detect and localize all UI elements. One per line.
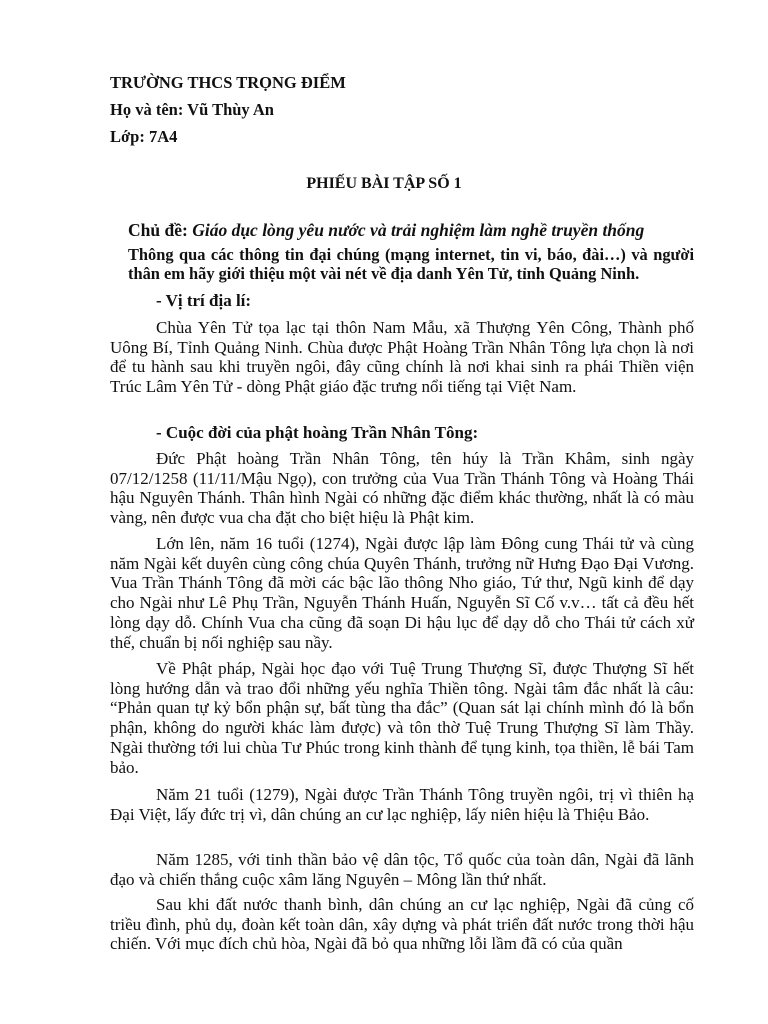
student-class: Lớp: 7A4: [110, 127, 178, 146]
location-paragraph: Chùa Yên Tử tọa lạc tại thôn Nam Mẫu, xã Thượng Yên Công, Thành phố Uông Bí, Tỉnh Quảng Ninh. Chùa được Phật Hoàng Trần Nhân Tông lựa chọn là nơi để tu hành sau khi truyền ngôi, đây cũng chính là nơi khai sinh ra phái Thiền viện Trúc Lâm Yên Tử - dòng Phật giáo đặc trưng nổi tiếng tại Việt Nam.: [110, 318, 694, 397]
assignment-prompt: Thông qua các thông tin đại chúng (mạng internet, tin vi, báo, đài…) và người thân em hãy giới thiệu một vài nét về địa danh Yên Tử, tỉnh Quảng Ninh.: [128, 245, 694, 283]
paragraph-5: Năm 1285, với tinh thần bảo vệ dân tộc, Tổ quốc của toàn dân, Ngài đã lãnh đạo và chiến thắng cuộc xâm lăng Nguyên – Mông lần thứ nhất.: [110, 850, 694, 889]
location-heading: - Vị trí địa lí:: [156, 291, 252, 310]
paragraph-4: Năm 21 tuổi (1279), Ngài được Trần Thánh Tông truyền ngôi, trị vì thiên hạ Đại Việt, lấy đức trị vì, dân chúng an cư lạc nghiệp, lấy niên hiệu là Thiệu Bảo.: [110, 785, 694, 824]
paragraph-1: Đức Phật hoàng Trần Nhân Tông, tên húy là Trần Khâm, sinh ngày 07/12/1258 (11/11/Mậu Ngọ), con trưởng của Vua Trần Thánh Tông và Hoàng Thái hậu Nguyên Thánh. Thân hình Ngài có những đặc điểm khác thường, nhất là có màu vàng, nên được vua cha đặt cho biệt hiệu là Phật kim.: [110, 449, 694, 528]
school-name: TRƯỜNG THCS TRỌNG ĐIỂM: [110, 73, 346, 92]
student-name: Họ và tên: Vũ Thùy An: [110, 100, 274, 119]
paragraph-3: Về Phật pháp, Ngài học đạo với Tuệ Trung Thượng Sĩ, được Thượng Sĩ hết lòng hướng dẫn và trao đổi những yếu nghĩa Thiền tông. Ngài tâm đắc nhất là câu: “Phản quan tự kỷ bổn phận sự, bất tùng tha đắc” (Quan sát lại chính mình đó là bổn phận, không do người khác làm được) và tôn thờ Tuệ Trung Thượng Sĩ làm Thầy. Ngài thường tới lui chùa Tư Phúc trong kinh thành để tụng kinh, tọa thiền, lễ bái Tam bảo.: [110, 659, 694, 777]
life-heading: - Cuộc đời của phật hoàng Trần Nhân Tông:: [156, 423, 479, 442]
sheet-title: PHIẾU BÀI TẬP SỐ 1: [306, 175, 462, 192]
paragraph-2: Lớn lên, năm 16 tuổi (1274), Ngài được lập làm Đông cung Thái tử và cùng năm Ngài kết duyên cùng công chúa Quyên Thánh, trưởng nữ Hưng Đạo Đại Vương. Vua Trần Thánh Tông đã mời các bậc lão thông Nho giáo, Tứ thư, Ngũ kinh để dạy cho Ngài như Lê Phụ Trần, Nguyễn Thánh Huấn, Nguyễn Sĩ Cố v.v… tất cả đều hết lòng dạy dỗ. Chính Vua cha cũng đã soạn Di hậu lục để dạy dỗ cho Thái tử cách xử thế, chuẩn bị nối nghiệp sau nầy.: [110, 534, 694, 652]
topic-label: Chủ đề:: [128, 220, 188, 240]
paragraph-6: Sau khi đất nước thanh bình, dân chúng an cư lạc nghiệp, Ngài đã củng cố triều đình, phủ dụ, đoàn kết toàn dân, xây dựng và phát triển đất nước trong thời hậu chiến. Với mục đích chủ hòa, Ngài đã bỏ qua những lỗi lầm đã có của quần: [110, 895, 694, 954]
topic-value: Giáo dục lòng yêu nước và trải nghiệm làm nghề truyền thống: [192, 220, 645, 240]
topic-line: [128, 219, 644, 241]
